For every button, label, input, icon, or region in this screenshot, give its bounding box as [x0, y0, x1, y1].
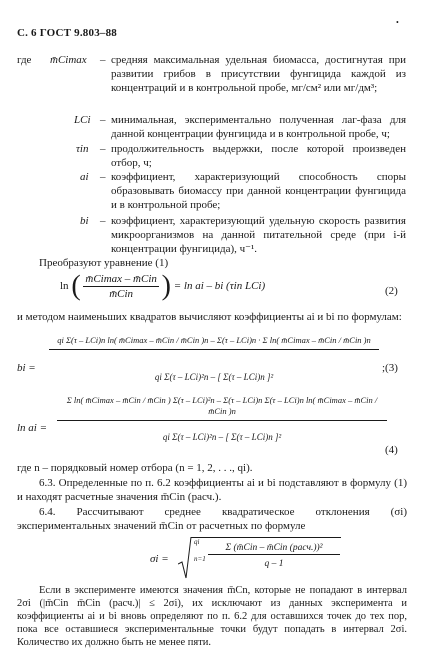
eq5-lhs: σi =	[150, 553, 169, 565]
equation-5	[150, 536, 370, 582]
eq5-sum-lower: n=1	[194, 555, 206, 563]
page-header: С. 6 ГОСТ 9.803–88	[17, 27, 117, 39]
definition-text: коэффициент, характеризующий способность споры образовывать биомассу при данной концентрации фунгицида и в контрольной пробе;	[111, 171, 406, 211]
eq2-left-paren: (	[71, 270, 81, 302]
definition-symbol: τin	[76, 143, 89, 155]
paragraph-final: Если в эксперименте имеются значения m̄Cn, которые не попадают в интервал 2σi (|m̄Cin m̄Cin (расч.)| ≤ 2σi), их исключают из данных эксперимента и коэффициенты ai и bi вновь определяют по п. 6.2 для оставшихся точек до тех пор, пока все оставшиеся экспериментальные точки будут попадать в интервал 2σi. Количество их должно быть не менее пяти.	[17, 585, 407, 648]
eq3-numerator: qi Σ(τ – LCi)n ln( m̄Cimax – m̄Cin / m̄Cin )n – Σ(τ – LCi)n · Σ ln( m̄Cimax – m̄Cin / m̄Cin )n	[49, 335, 379, 350]
definition-dash: –	[100, 215, 106, 227]
eq2-ln: ln	[60, 280, 69, 293]
n-note: где n – порядковый номер отбора (n = 1, 2, . . ., qi).	[17, 462, 253, 474]
lsq-line: и методом наименьших квадратов вычисляют коэффициенты ai и bi по формулам:	[17, 311, 402, 323]
definition-text: средняя максимальная удельная биомасса, достигнутая при развитии грибов в присутствии фунгицида каждой из концентраций и в контрольной пробе, мг/см² или мг/дм³;	[111, 54, 406, 94]
eq3-denominator: qi Σ(τ – LCi)²n – [ Σ(τ – LCi)n ]²	[154, 372, 274, 382]
radical-sign-icon	[178, 536, 192, 580]
eq4-lhs: ln ai =	[17, 422, 48, 434]
eq2-fraction	[83, 272, 159, 301]
equation-2	[60, 272, 265, 301]
eq2-right-paren: )	[161, 270, 171, 302]
eq3-number: ;(3)	[382, 362, 398, 374]
definition-dash: –	[100, 114, 106, 126]
definition-symbol: LCi	[74, 114, 91, 126]
definition-dash: –	[100, 171, 106, 183]
definition-symbol: bi	[80, 215, 89, 227]
definition-symbol: m̄Cimax	[50, 54, 87, 66]
eq2-number: (2)	[385, 285, 398, 297]
eq5-numerator: Σ (m̄Cin – m̄Cin (расч.))²	[208, 542, 340, 555]
eq4-number: (4)	[385, 444, 398, 456]
paragraph-6-4: 6.4. Рассчитывают среднее квадратическое отклонения (σi) экспериментальных значений m̄Cin от расчетных по формуле	[17, 506, 407, 532]
definition-dash: –	[100, 54, 106, 66]
eq5-denominator: q – 1	[264, 559, 284, 569]
eq2-denominator: m̄Cin	[109, 288, 134, 300]
eq3-lhs: bi =	[17, 362, 36, 374]
definition-text: продолжительность выдержки, после которой произведен отбор, ч;	[111, 143, 406, 169]
eq5-sum-upper: qi	[194, 538, 200, 546]
corner-mark: •	[396, 18, 399, 27]
definition-text: коэффициент, характеризующий удельную скорость развития микроорганизмов на данной питательной среде (при i-й концентрации фунгицида), ч⁻¹.	[111, 215, 406, 255]
definition-dash: –	[100, 143, 106, 155]
eq4-numerator: Σ ln( m̄Cimax – m̄Cin / m̄Cin ) Σ(τ – LCi)²n – Σ(τ – LCi)n Σ(τ – LCi)n ln( m̄Cimax – m̄Cin / m̄Cin )n	[57, 395, 387, 421]
transform-line: Преобразуют уравнение (1)	[39, 257, 169, 269]
eq4-denominator: qi Σ(τ – LCi)²n – [ Σ(τ – LCi)n ]²	[162, 432, 282, 442]
eq2-numerator: m̄Cimax – m̄Cin	[85, 273, 157, 285]
eq2-rhs: = ln ai – bi (τin LCi)	[173, 280, 266, 293]
definition-text: минимальная, экспериментально полученная лаг-фаза для данной концентрации фунгицида и в контрольной пробе, ч;	[111, 114, 406, 140]
paragraph-6-3: 6.3. Определенные по п. 6.2 коэффициенты ai и bi подставляют в формулу (1) и находят расчетные значения m̄Cin (расч.).	[17, 477, 407, 503]
definition-symbol: ai	[80, 171, 89, 183]
radical-overbar	[191, 537, 341, 538]
where-word: где	[17, 54, 32, 66]
